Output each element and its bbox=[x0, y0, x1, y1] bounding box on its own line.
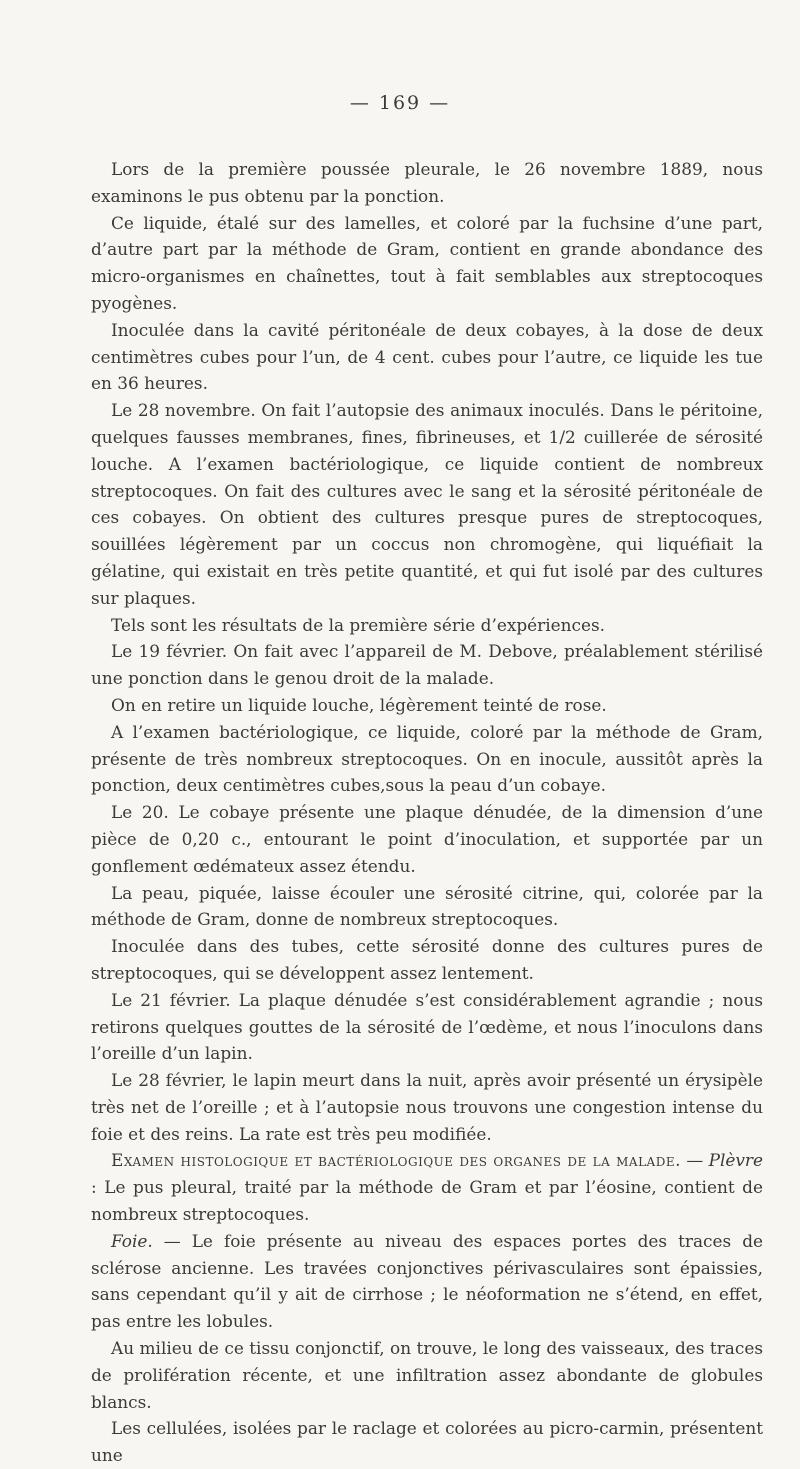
paragraph: La peau, piquée, laisse écouler une sérosité citrine, qui, colorée par la méthode de Gram, donne de nombreux streptocoques. bbox=[91, 882, 763, 930]
paragraph: Le 28 novembre. On fait l’autopsie des animaux inoculés. Dans le péritoine, quelques fausses membranes, fines, fibrineuses, et 1/2 cuillerée de sérosité louche. A l’examen bactériologique, ce liquide contient de nombreux streptocoques. On fait des cultures avec le sang et la sérosité péritonéale de ces cobayes. On obtient des cultures presque pures de streptocoques, souillées légèrement par un coccus non chromogène, qui liquéfiait la gélatine, qui existait en très petite quantité, et qui fut isolé par des cultures sur plaques. bbox=[91, 400, 763, 608]
exam-dash: — bbox=[680, 1150, 709, 1171]
paragraph: Inoculée dans des tubes, cette sérosité donne des cultures pures de streptocoques, qui se développent assez lentement. bbox=[91, 936, 763, 983]
page-number: — 169 — bbox=[349, 92, 451, 114]
exam-heading: Examen histologique et bactériologique des organes de la malade. bbox=[111, 1150, 681, 1171]
plevre-label: Plèvre bbox=[708, 1150, 763, 1171]
paragraph: Ce liquide, étalé sur des lamelles, et coloré par la fuchsine d’une part, d’autre part par la méthode de Gram, contient en grande abondance des micro-organismes en chaînettes, tout à fait semblables aux streptocoques pyogènes. bbox=[91, 212, 763, 313]
paragraph: Le 21 février. La plaque dénudée s’est considérablement agrandie ; nous retirons quelques gouttes de la sérosité de l’œdème, et nous l’inoculons dans l’oreille d’un lapin. bbox=[91, 989, 763, 1064]
foie-paragraph bbox=[91, 1228, 763, 1335]
paragraph: Le 19 février. On fait avec l’appareil de M. Debove, préalablement stérilisé une ponction dans le genou droit de la malade. bbox=[91, 641, 763, 689]
exam-paragraph bbox=[91, 1147, 763, 1227]
paragraph: Tels sont les résultats de la première série d’expériences. bbox=[111, 614, 606, 635]
body-text bbox=[91, 156, 763, 1469]
paragraph: Inoculée dans la cavité péritonéale de deux cobayes, à la dose de deux centimètres cubes pour l’un, de 4 cent. cubes pour l’autre, ce liquide les tue en 36 heures. bbox=[91, 319, 763, 394]
paragraph: On en retire un liquide louche, légèrement teinté de rose. bbox=[111, 694, 607, 715]
paragraph: Les cellulées, isolées par le raclage et colorées au picro-carmin, présentent une bbox=[91, 1418, 763, 1466]
paragraph: Le 28 février, le lapin meurt dans la nuit, après avoir présenté un érysipèle très net de l’oreille ; et à l’autopsie nous trouvons une congestion intense du foie et des reins. La rate est très peu modifiée. bbox=[91, 1070, 763, 1144]
plevre-text: : Le pus pleural, traité par la méthode de Gram et par l’éosine, contient de nombreux streptocoques. bbox=[91, 1177, 763, 1225]
paragraph: Le 20. Le cobaye présente une plaque dénudée, de la dimension d’une pièce de 0,20 c., entourant le point d’inoculation, et supportée par un gonflement œdémateux assez étendu. bbox=[91, 802, 763, 876]
paragraph: Au milieu de ce tissu conjonctif, on trouve, le long des vaisseaux, des traces de prolifération récente, et une infiltration assez abondante de globules blancs. bbox=[91, 1338, 763, 1412]
paragraph: Lors de la première poussée pleurale, le 26 novembre 1889, nous examinons le pus obtenu par la ponction. bbox=[91, 159, 763, 206]
paragraph: A l’examen bactériologique, ce liquide, coloré par la méthode de Gram, présente de très nombreux streptocoques. On en inocule, aussitôt après la ponction, deux centimètres cubes,sous la peau d’un cobaye. bbox=[91, 721, 763, 796]
foie-label: Foie. bbox=[111, 1230, 153, 1251]
foie-text: — Le foie présente au niveau des espaces portes des traces de sclérose ancienne. Les travées conjonctives périvasculaires sont épaissies, sans cependant qu’il y ait de cirrhose ; le néoformation ne s’étend, en effet, pas entre les lobules. bbox=[91, 1230, 763, 1332]
